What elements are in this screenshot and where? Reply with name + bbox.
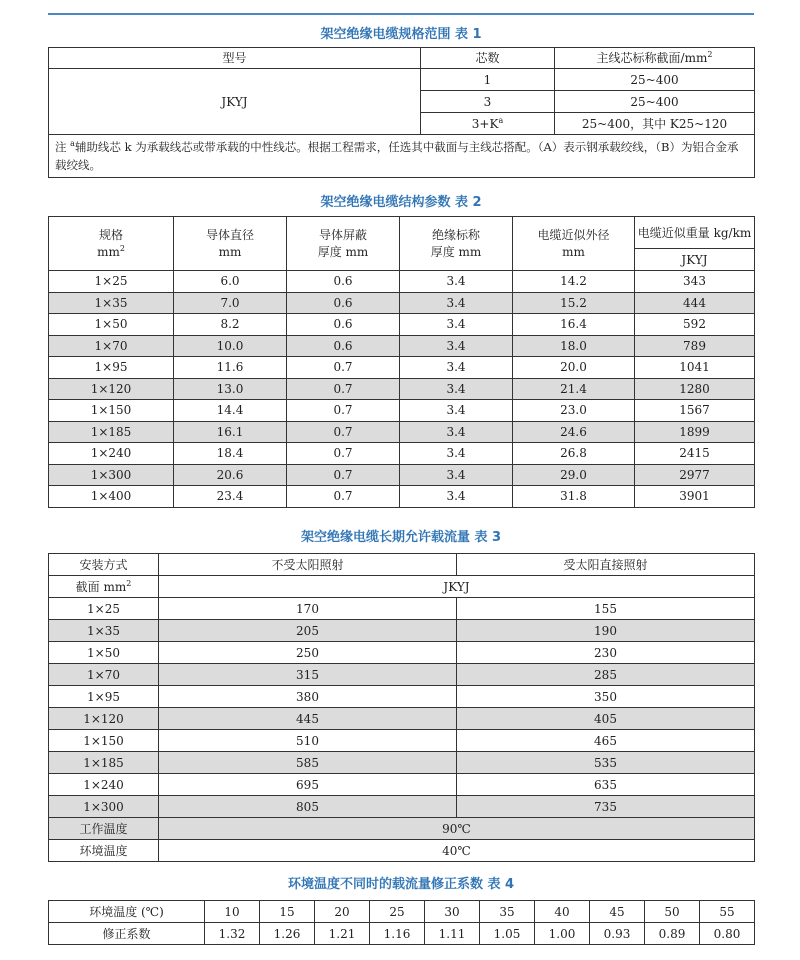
- table3-cell-b: 535: [457, 752, 755, 774]
- table4-factor-cell: 0.80: [700, 923, 755, 945]
- table4-factor-cell: 0.89: [645, 923, 700, 945]
- table2-cell-spec: 1×25: [49, 271, 174, 293]
- table4-temp-cell: 25: [370, 901, 425, 923]
- table3-header-section: 截面 $mm^2$: [49, 576, 159, 598]
- table2-cell-od: 31.8: [513, 486, 635, 508]
- table4-temp-cell: 20: [315, 901, 370, 923]
- table4-temp-cell: 10: [205, 901, 260, 923]
- table3-cell-b: 465: [457, 730, 755, 752]
- table-row: [49, 421, 755, 443]
- table2-cell-shield: 0.6: [287, 335, 400, 357]
- table2-cell-cond: 10.0: [174, 335, 287, 357]
- table2-cell-cond: 6.0: [174, 271, 287, 293]
- table3-cell-a: 315: [159, 664, 457, 686]
- table3-header-install: 安装方式: [49, 554, 159, 576]
- table2-cell-ins: 3.4: [400, 400, 513, 422]
- table2-cell-cond: 14.4: [174, 400, 287, 422]
- table2-cell-shield: 0.7: [287, 400, 400, 422]
- table3-cell-spec: 1×185: [49, 752, 159, 774]
- table2-cell-shield: 0.6: [287, 314, 400, 336]
- table2-cell-shield: 0.7: [287, 443, 400, 465]
- table2-cell-od: 23.0: [513, 400, 635, 422]
- table-row: [49, 486, 755, 508]
- table2-cell-wt: 343: [635, 271, 755, 293]
- table-row: [49, 271, 755, 293]
- table1-section-cell: 25~400，其中 K25~120: [555, 113, 755, 135]
- table-row: [49, 292, 755, 314]
- table2-cell-spec: 1×300: [49, 464, 174, 486]
- table4-factor-cell: 1.21: [315, 923, 370, 945]
- table2-cell-od: 15.2: [513, 292, 635, 314]
- table1-header-cores: 芯数: [421, 48, 555, 69]
- table-row: [49, 796, 755, 818]
- table4-temp-cell: 35: [480, 901, 535, 923]
- table2-cell-ins: 3.4: [400, 378, 513, 400]
- table1-model-cell: JKYJ: [49, 69, 421, 135]
- table2-cell-cond: 18.4: [174, 443, 287, 465]
- table4-factor-cell: 1.00: [535, 923, 590, 945]
- table2-cell-shield: 0.7: [287, 378, 400, 400]
- table2-cell-cond: 13.0: [174, 378, 287, 400]
- table2-cell-ins: 3.4: [400, 314, 513, 336]
- table-row: [49, 620, 755, 642]
- table2-cell-cond: 7.0: [174, 292, 287, 314]
- table1-note: 注 $^a$辅助线芯 k 为承载线芯或带承载的中性线芯。根据工程需求，任选其中截面与主线芯搭配。（A）表示钢承载绞线，（B）为铝合金承载绞线。: [49, 135, 755, 178]
- table2-cell-shield: 0.6: [287, 292, 400, 314]
- table2-cell-ins: 3.4: [400, 464, 513, 486]
- table2-title: 架空绝缘电缆结构参数 表 2: [320, 195, 482, 210]
- table1-cores-cell: 1: [421, 69, 555, 91]
- table2-cell-ins: 3.4: [400, 292, 513, 314]
- table2-cell-od: 18.0: [513, 335, 635, 357]
- table4-temp-cell: 45: [590, 901, 645, 923]
- table3-cell-a: 695: [159, 774, 457, 796]
- table2-header-insulation: 绝缘标称 厚度 mm: [400, 217, 513, 271]
- table2-cell-od: 14.2: [513, 271, 635, 293]
- table-row: [49, 686, 755, 708]
- table2-cell-spec: 1×120: [49, 378, 174, 400]
- table2-header-conductor: 导体直径 mm: [174, 217, 287, 271]
- table-row: [49, 752, 755, 774]
- table3-cell-b: 350: [457, 686, 755, 708]
- table3-cell-b: 635: [457, 774, 755, 796]
- table4-correction: [48, 900, 755, 945]
- table2-cell-wt: 1567: [635, 400, 755, 422]
- table4-title: 环境温度不同时的载流量修正系数 表 4: [287, 877, 515, 892]
- table2-cell-ins: 3.4: [400, 271, 513, 293]
- table3-cell-b: 190: [457, 620, 755, 642]
- table2-cell-cond: 20.6: [174, 464, 287, 486]
- table3-cell-spec: 1×120: [49, 708, 159, 730]
- table3-cell-a: 585: [159, 752, 457, 774]
- table2-cell-wt: 2977: [635, 464, 755, 486]
- table3-cell-a: 805: [159, 796, 457, 818]
- table3-header-sun: 受太阳直接照射: [457, 554, 755, 576]
- table1-header-section: 主线芯标称截面$/mm^2$: [555, 48, 755, 69]
- table2-cell-spec: 1×35: [49, 292, 174, 314]
- table1-spec-range: [48, 47, 755, 178]
- table2-cell-ins: 3.4: [400, 335, 513, 357]
- table4-header-factor: 修正系数: [49, 923, 205, 945]
- table2-cell-od: 16.4: [513, 314, 635, 336]
- table3-cell-a: 380: [159, 686, 457, 708]
- table2-cell-od: 20.0: [513, 357, 635, 379]
- table-row: [49, 335, 755, 357]
- table2-cell-cond: 16.1: [174, 421, 287, 443]
- table2-cell-spec: 1×400: [49, 486, 174, 508]
- table2-header-weight-model: JKYJ: [635, 249, 755, 271]
- table2-cell-wt: 1041: [635, 357, 755, 379]
- table2-cell-shield: 0.6: [287, 271, 400, 293]
- table2-cell-spec: 1×95: [49, 357, 174, 379]
- table3-title: 架空绝缘电缆长期允许载流量 表 3: [300, 530, 502, 545]
- table2-cell-wt: 444: [635, 292, 755, 314]
- table-row: [49, 730, 755, 752]
- table-row: [49, 664, 755, 686]
- table2-cell-shield: 0.7: [287, 357, 400, 379]
- table3-cell-a: 445: [159, 708, 457, 730]
- table-row: [49, 400, 755, 422]
- table3-cell-spec: 1×50: [49, 642, 159, 664]
- table2-cell-ins: 3.4: [400, 443, 513, 465]
- table4-header-temp: 环境温度 (℃): [49, 901, 205, 923]
- table4-factor-cell: 1.32: [205, 923, 260, 945]
- table1-cores-cell: $3+K^a$: [421, 113, 555, 135]
- table2-cell-shield: 0.7: [287, 486, 400, 508]
- table1-header-model: 型号: [49, 48, 421, 69]
- table2-cell-wt: 2415: [635, 443, 755, 465]
- table2-header-shield: 导体屏蔽 厚度 mm: [287, 217, 400, 271]
- table2-cell-cond: 23.4: [174, 486, 287, 508]
- table2-cell-ins: 3.4: [400, 421, 513, 443]
- table3-cell-spec: 1×35: [49, 620, 159, 642]
- table4-factor-cell: 1.26: [260, 923, 315, 945]
- table3-cell-spec: 1×70: [49, 664, 159, 686]
- table2-cell-spec: 1×240: [49, 443, 174, 465]
- table4-factor-cell: 1.16: [370, 923, 425, 945]
- table3-cell-spec: 1×300: [49, 796, 159, 818]
- table3-cell-a: 170: [159, 598, 457, 620]
- table3-cell-b: 735: [457, 796, 755, 818]
- table2-cell-od: 24.6: [513, 421, 635, 443]
- table2-cell-wt: 1899: [635, 421, 755, 443]
- table3-cell-spec: 1×150: [49, 730, 159, 752]
- table2-cell-wt: 3901: [635, 486, 755, 508]
- table2-cell-spec: 1×185: [49, 421, 174, 443]
- table4-temp-cell: 40: [535, 901, 590, 923]
- table2-cell-ins: 3.4: [400, 357, 513, 379]
- table3-work-temp-value: 90℃: [159, 818, 755, 840]
- table3-cell-spec: 1×95: [49, 686, 159, 708]
- table3-env-temp-value: 40℃: [159, 840, 755, 862]
- table-row: [49, 642, 755, 664]
- table2-cell-wt: 789: [635, 335, 755, 357]
- table2-structure: [48, 216, 755, 508]
- table3-cell-b: 155: [457, 598, 755, 620]
- table2-cell-wt: 1280: [635, 378, 755, 400]
- table2-header-weight: 电缆近似重量 kg/km: [635, 217, 755, 249]
- table-row: [49, 598, 755, 620]
- table1-section-cell: 25~400: [555, 91, 755, 113]
- table1-title: 架空绝缘电缆规格范围 表 1: [320, 27, 482, 42]
- table3-cell-b: 285: [457, 664, 755, 686]
- table3-cell-a: 510: [159, 730, 457, 752]
- table2-header-outer-diameter: 电缆近似外径 mm: [513, 217, 635, 271]
- table4-temp-cell: 30: [425, 901, 480, 923]
- table3-env-temp-label: 环境温度: [49, 840, 159, 862]
- table4-temp-cell: 15: [260, 901, 315, 923]
- table2-cell-od: 29.0: [513, 464, 635, 486]
- table3-cell-spec: 1×240: [49, 774, 159, 796]
- table-row: [49, 314, 755, 336]
- table3-cell-spec: 1×25: [49, 598, 159, 620]
- table-row: [49, 464, 755, 486]
- table4-factor-cell: 0.93: [590, 923, 645, 945]
- table3-cell-b: 405: [457, 708, 755, 730]
- table4-temp-cell: 50: [645, 901, 700, 923]
- table3-cell-b: 230: [457, 642, 755, 664]
- table4-factor-cell: 1.11: [425, 923, 480, 945]
- table4-temp-cell: 55: [700, 901, 755, 923]
- table3-ampacity: [48, 553, 755, 862]
- table-row: [49, 708, 755, 730]
- table1-section-cell: 25~400: [555, 69, 755, 91]
- table2-cell-cond: 11.6: [174, 357, 287, 379]
- table3-cell-a: 205: [159, 620, 457, 642]
- table3-cell-a: 250: [159, 642, 457, 664]
- table2-cell-shield: 0.7: [287, 464, 400, 486]
- table-row: [49, 378, 755, 400]
- table-row: [49, 357, 755, 379]
- table-row: [49, 774, 755, 796]
- table2-header-spec: 规格 $mm^2$: [49, 217, 174, 271]
- table2-cell-spec: 1×150: [49, 400, 174, 422]
- top-rule: [48, 13, 754, 15]
- table2-cell-wt: 592: [635, 314, 755, 336]
- table2-cell-spec: 1×50: [49, 314, 174, 336]
- table2-cell-ins: 3.4: [400, 486, 513, 508]
- table2-cell-shield: 0.7: [287, 421, 400, 443]
- table3-header-model: JKYJ: [159, 576, 755, 598]
- table2-cell-od: 21.4: [513, 378, 635, 400]
- table1-cores-cell: 3: [421, 91, 555, 113]
- table2-cell-spec: 1×70: [49, 335, 174, 357]
- table2-cell-od: 26.8: [513, 443, 635, 465]
- table2-cell-cond: 8.2: [174, 314, 287, 336]
- table4-factor-cell: 1.05: [480, 923, 535, 945]
- table3-work-temp-label: 工作温度: [49, 818, 159, 840]
- table-row: [49, 443, 755, 465]
- table3-header-no-sun: 不受太阳照射: [159, 554, 457, 576]
